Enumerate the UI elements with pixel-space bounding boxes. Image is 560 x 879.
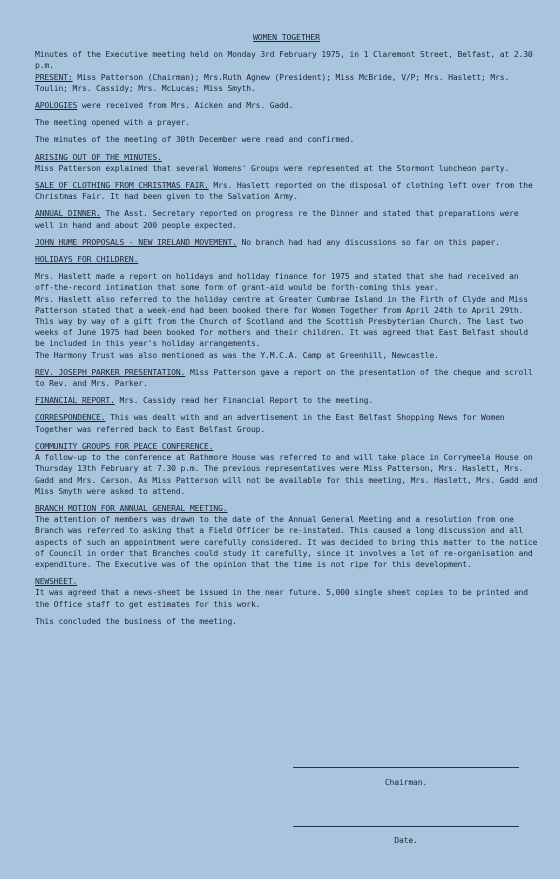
apologies-paragraph: [35, 100, 538, 111]
branch-heading: BRANCH MOTION FOR ANNUAL GENERAL MEETING.: [35, 503, 228, 513]
apologies-text: were received from Mrs. Aicken and Mrs. Gadd.: [81, 101, 294, 111]
present-heading: PRESENT:: [35, 72, 73, 82]
parker-paragraph: [35, 367, 538, 389]
date-label: Date.: [394, 836, 418, 845]
arising-heading: ARISING OUT OF THE MINUTES.: [35, 152, 162, 162]
dinner-heading: ANNUAL DINNER.: [35, 209, 101, 219]
branch-paragraph: [35, 503, 538, 570]
arising-text: Miss Patterson explained that several Womens' Groups were represented at the Stormont luncheon party.: [35, 163, 510, 173]
arising-paragraph: [35, 152, 538, 174]
correspondence-heading: CORRESPONDENCE.: [35, 413, 106, 423]
hume-heading: JOHN HUME PROPOSALS - NEW IRELAND MOVEMENT.: [35, 237, 237, 247]
newsheet-text: It was agreed that a news-sheet be issued in the near future. 5,000 single sheet copies to be printed and the Office staff to get estimates for this work.: [35, 588, 528, 609]
concluded-paragraph: This concluded the business of the meeting.: [35, 616, 237, 626]
hume-text: No branch had had any discussions so far on this paper.: [241, 237, 500, 247]
community-heading: COMMUNITY GROUPS FOR PEACE CONFERENCE.: [35, 441, 214, 451]
date-signature-line: [293, 826, 519, 827]
parker-text: Miss Patterson gave a report on the presentation of the cheque and scroll to Rev. and Mrs. Parker.: [35, 367, 533, 389]
sale-text: Mrs. Haslett reported on the disposal of clothing left over from the Christmas Fair. It had been given to the Salvation Army.: [35, 181, 533, 202]
branch-text: The attention of members was drawn to the date of the Annual General Meeting and a resolution from one Branch was referred to asking that a Field Officer be re-instated. This caused a long discussion and all aspects of such an appointment were carefully considered. It was decided to bring this matter to the notice of Council in order that Branches could study it carefully, since it involves a lot of re-organisation and expenditure. The Executive was of the opinion that the time is not ripe for this development.: [35, 515, 538, 569]
parker-heading: REV. JOSEPH PARKER PRESENTATION.: [35, 367, 186, 377]
document-title: WOMEN TOGETHER: [253, 32, 320, 42]
community-text: A follow-up to the conference at Rathmore House was referred to and will take place in Corrymeela House on Thursday 13th February at 7.30 p.m. The previous representatives were Miss Patterson, Mrs. Haslett, Mrs. Gadd and Mrs. Carson. As Miss Patterson will not be available for this meeting, Mrs. Haslett, Mrs. Gadd and Miss Smyth were asked to attend.: [35, 453, 538, 496]
sale-paragraph: [35, 180, 538, 202]
sale-heading: SALE OF CLOTHING FROM CHRISTMAS FAIR.: [35, 181, 209, 191]
correspondence-text: This was dealt with and an advertisement in the East Belfast Shopping News for Women Together was referred back to East Belfast Group.: [35, 413, 505, 434]
holidays-heading-paragraph: [35, 254, 538, 265]
holidays-text-1: Mrs. Haslett made a report on holidays and holiday finance for 1975 and stated that she had received an off-the-record intimation that some form of grant-aid would be forth-coming this year.: [35, 272, 519, 293]
holidays-text-3: The Harmony Trust was also mentioned as was the Y.M.C.A. Camp at Greenhill, Newcastle.: [35, 350, 439, 360]
financial-text: Mrs. Cassidy read her Financial Report to the meeting.: [119, 396, 374, 406]
holidays-paragraph: [35, 271, 538, 361]
community-paragraph: [35, 441, 538, 497]
intro-text: Minutes of the Executive meeting held on Monday 3rd February 1975, in 1 Claremont Street, Belfast, at 2.30 p.m.: [35, 50, 533, 71]
newsheet-paragraph: [35, 576, 538, 610]
correspondence-paragraph: [35, 412, 538, 434]
chairman-label: Chairman.: [384, 778, 428, 787]
chairman-signature-line: [293, 767, 519, 768]
apologies-heading: APOLOGIES: [35, 101, 78, 111]
financial-paragraph: [35, 395, 538, 406]
minutes-read-paragraph: The minutes of the meeting of 30th December were read and confirmed.: [35, 135, 355, 145]
opened-paragraph: The meeting opened with a prayer.: [35, 118, 190, 128]
dinner-text: The Asst. Secretary reported on progress re the Dinner and stated that preparations were well in hand and about 200 people expected.: [35, 209, 519, 230]
hume-paragraph: [35, 237, 538, 248]
financial-heading: FINANCIAL REPORT.: [35, 396, 115, 406]
newsheet-heading: NEWSHEET.: [35, 577, 78, 587]
holidays-heading: HOLIDAYS FOR CHILDREN.: [35, 255, 139, 265]
intro-paragraph: [35, 49, 538, 94]
present-text: Miss Patterson (Chairman); Mrs.Ruth Agnew (President); Miss McBride, V/P; Mrs. Haslett; Mrs. Toulin; Mrs. Cassidy; Mrs. McLucas; Miss Smyth.: [35, 72, 510, 93]
holidays-text-2: Mrs. Haslett also referred to the holiday centre at Greater Cumbrae Island in the Firth of Clyde and Miss Patterson stated that a week-end had been booked there for Women Together from April 24th to April 29th. This way by way of a gift from the Church of Scotland and the Scottish Presbyterian Church. The last two weeks of June 1975 had been booked for mothers and their children. It was agreed that East Belfast should be included in this year's holiday arrangements.: [35, 294, 528, 349]
dinner-paragraph: [35, 208, 538, 230]
